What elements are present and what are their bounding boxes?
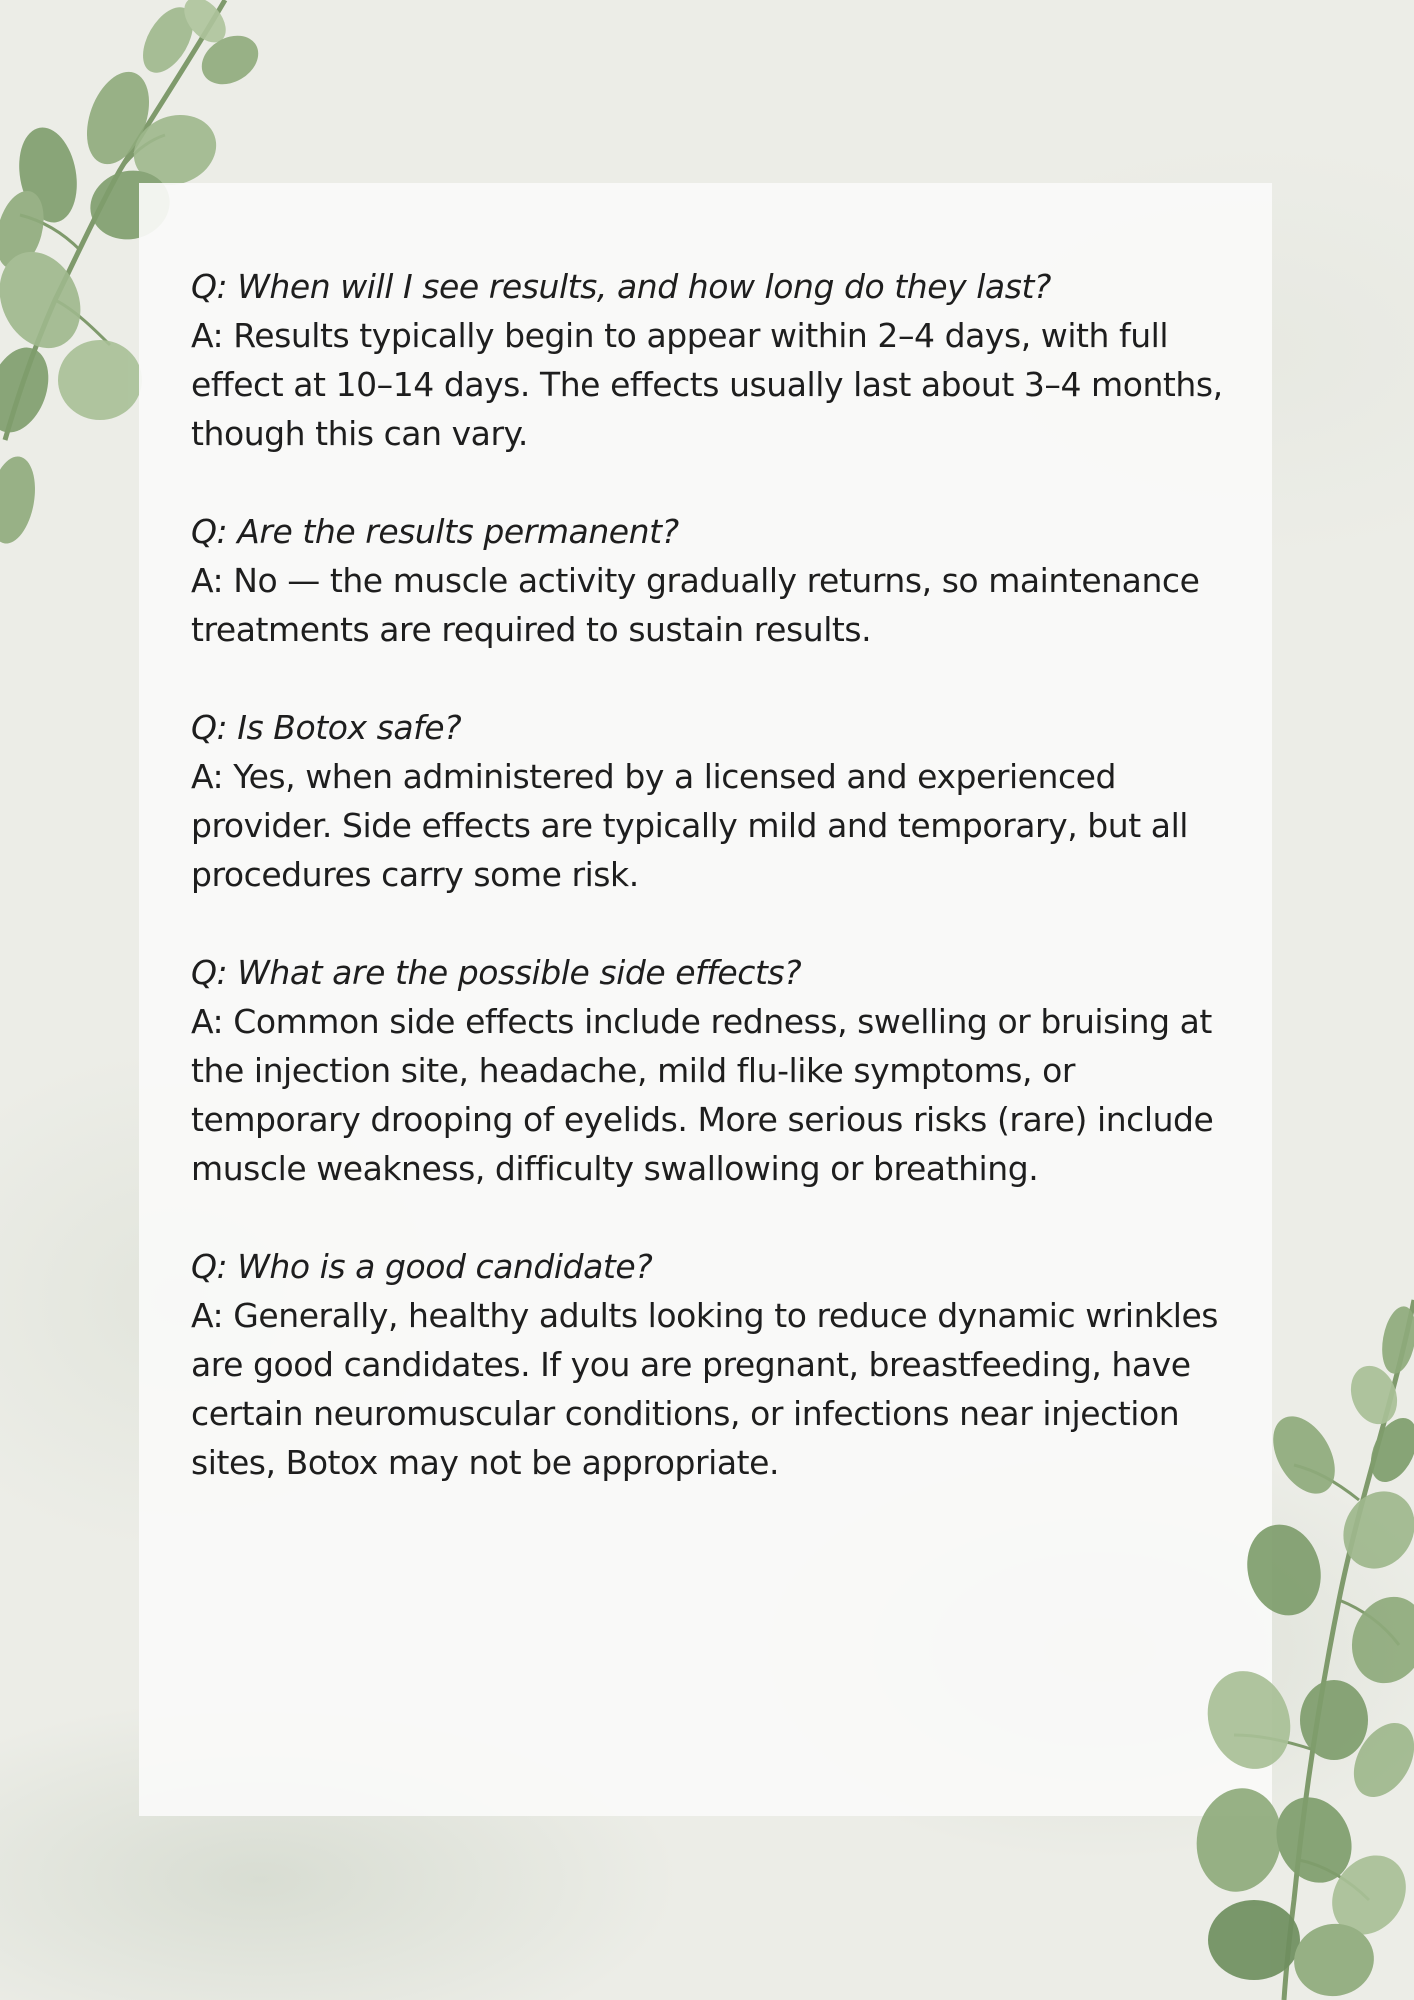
faq-answer: A: Generally, healthy adults looking to reduce dynamic wrinkles are good candidates. If you are pregnant, breastfeeding, have certain neuromuscular conditions, or infections near injection sites, Botox may not be appropriate. bbox=[191, 1296, 1219, 1482]
faq-item bbox=[191, 507, 1241, 654]
faq-question: Q: Are the results permanent? bbox=[191, 512, 679, 551]
faq-item bbox=[191, 262, 1241, 458]
faq-list bbox=[191, 262, 1241, 1536]
eucalyptus-branch-bottom-right-icon bbox=[1154, 1280, 1414, 2000]
faq-question: Q: Who is a good candidate? bbox=[191, 1247, 653, 1286]
faq-item bbox=[191, 948, 1241, 1193]
faq-answer: A: Yes, when administered by a licensed and experienced provider. Side effects are typically mild and temporary, but all procedures carry some risk. bbox=[191, 757, 1189, 894]
faq-item bbox=[191, 1242, 1241, 1487]
faq-question: Q: Is Botox safe? bbox=[191, 708, 462, 747]
faq-answer: A: Results typically begin to appear within 2–4 days, with full effect at 10–14 days. The effects usually last about 3–4 months, though this can vary. bbox=[191, 316, 1223, 453]
faq-answer: A: Common side effects include redness, swelling or bruising at the injection site, headache, mild flu-like symptoms, or temporary drooping of eyelids. More serious risks (rare) include muscle weakness, difficulty swallowing or breathing. bbox=[191, 1002, 1214, 1188]
faq-question: Q: What are the possible side effects? bbox=[191, 953, 802, 992]
faq-question: Q: When will I see results, and how long do they last? bbox=[191, 267, 1051, 306]
faq-item bbox=[191, 703, 1241, 899]
faq-answer: A: No — the muscle activity gradually returns, so maintenance treatments are required to sustain results. bbox=[191, 561, 1200, 649]
